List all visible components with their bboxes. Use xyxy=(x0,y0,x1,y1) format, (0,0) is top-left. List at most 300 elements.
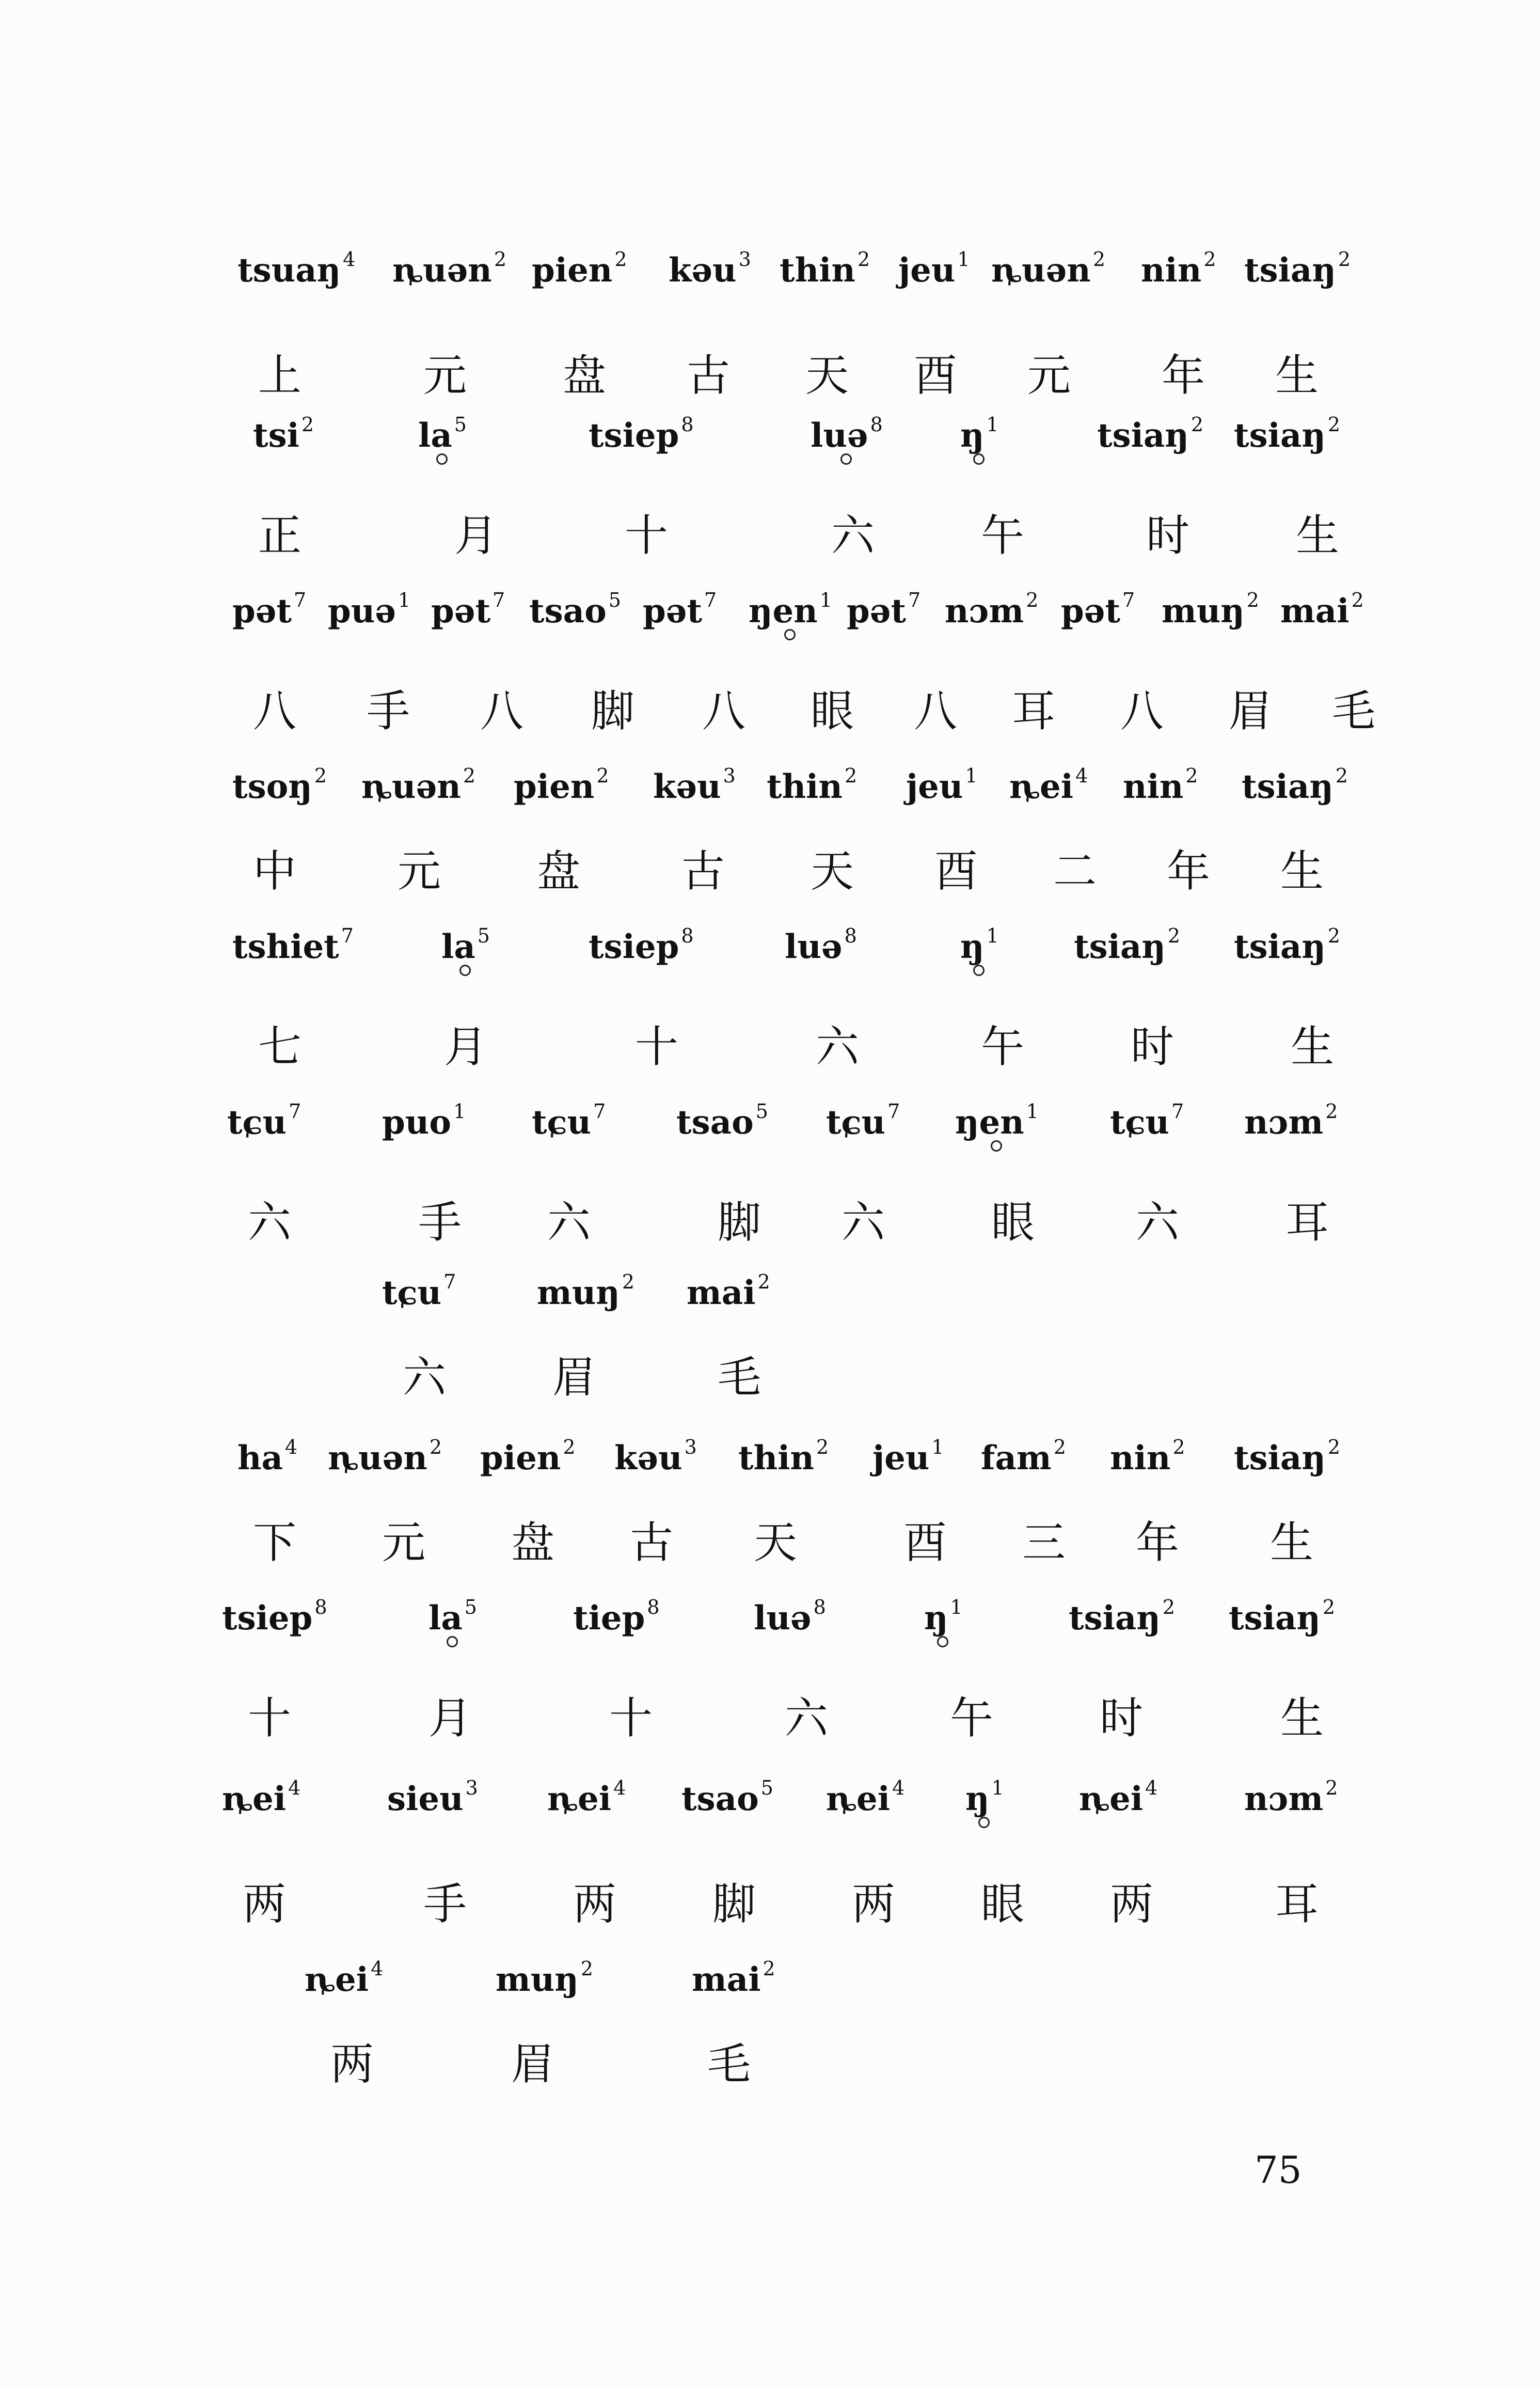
tone-number: 2 xyxy=(1203,248,1216,271)
tone-number: 8 xyxy=(647,1596,660,1618)
hanzi-char: 酉 xyxy=(903,1517,947,1568)
hanzi-char: 下 xyxy=(253,1517,297,1568)
tone-number: 2 xyxy=(1327,1436,1341,1458)
syllable xyxy=(692,1957,775,1999)
hanzi-char: 月 xyxy=(444,1021,488,1072)
tone-number: 2 xyxy=(614,248,627,271)
syllable-text: luə xyxy=(785,927,843,966)
hanzi-char: 两 xyxy=(852,1879,896,1929)
circle-mark-icon xyxy=(973,965,985,976)
syllable xyxy=(872,1436,944,1477)
hanzi-char: 手 xyxy=(423,1879,467,1929)
tone-number: 1 xyxy=(398,589,411,611)
tone-number: 2 xyxy=(1246,589,1259,611)
syllable-text: tsiep xyxy=(222,1599,313,1638)
syllable-text: jeu xyxy=(898,251,956,290)
hanzi-char: 生 xyxy=(1280,1693,1324,1743)
syllable xyxy=(232,589,306,631)
tone-number: 2 xyxy=(1322,1596,1336,1618)
syllable xyxy=(681,1776,773,1818)
hanzi-line xyxy=(0,1343,1540,1446)
hanzi-char: 脚 xyxy=(718,1197,761,1248)
hanzi-line xyxy=(0,2030,1540,2133)
hanzi-char: 午 xyxy=(981,1021,1025,1072)
syllable xyxy=(441,924,490,966)
tone-number: 1 xyxy=(819,589,832,611)
syllable xyxy=(514,764,609,806)
syllable-text: kəu xyxy=(653,767,721,806)
syllable-text: pət xyxy=(1061,592,1121,631)
hanzi-char: 元 xyxy=(1027,350,1071,401)
tone-number: 4 xyxy=(371,1957,384,1980)
hanzi-char: 古 xyxy=(630,1517,674,1568)
tone-number: 5 xyxy=(464,1596,477,1618)
tone-number: 1 xyxy=(453,1100,466,1123)
syllable-text: ȵuən xyxy=(328,1439,427,1477)
tone-number: 4 xyxy=(1145,1776,1158,1799)
hanzi-char: 元 xyxy=(423,350,467,401)
hanzi-char: 盘 xyxy=(537,846,581,897)
hanzi-char: 月 xyxy=(428,1693,472,1743)
tone-number: 2 xyxy=(1026,589,1039,611)
syllable xyxy=(1234,413,1340,455)
tone-number: 2 xyxy=(857,248,870,271)
syllable xyxy=(1110,1100,1184,1142)
syllable xyxy=(1141,248,1216,290)
hanzi-char: 时 xyxy=(1131,1021,1174,1072)
tone-number: 2 xyxy=(580,1957,593,1980)
syllable-text: nɔm xyxy=(945,592,1024,631)
syllable xyxy=(1110,1436,1185,1477)
circle-mark-icon xyxy=(978,1817,990,1828)
syllable-text: ȵei xyxy=(826,1780,891,1818)
syllable-text: la xyxy=(428,1599,463,1638)
syllable xyxy=(1123,764,1198,806)
syllable-text: tsiaŋ xyxy=(1244,251,1336,290)
syllable xyxy=(676,1100,768,1142)
syllable xyxy=(955,1100,1039,1142)
hanzi-char: 年 xyxy=(1162,350,1205,401)
syllable xyxy=(847,589,920,631)
syllable-text: ŋ xyxy=(965,1780,990,1818)
tone-number: 2 xyxy=(1327,413,1341,436)
syllable xyxy=(754,1596,826,1638)
circle-mark-icon xyxy=(840,453,852,465)
syllable xyxy=(1229,1596,1335,1638)
syllable-text: ȵei xyxy=(1009,767,1074,806)
tone-number: 2 xyxy=(1338,248,1351,271)
syllable xyxy=(589,924,694,966)
syllable-text: sieu xyxy=(387,1780,464,1818)
tone-number: 2 xyxy=(596,764,609,787)
syllable-text: tɕu xyxy=(382,1273,442,1312)
tone-number: 2 xyxy=(301,413,314,436)
hanzi-char: 生 xyxy=(1296,510,1340,561)
tone-number: 7 xyxy=(908,589,921,611)
circle-mark-icon xyxy=(937,1636,948,1647)
tone-number: 3 xyxy=(684,1436,697,1458)
hanzi-char: 午 xyxy=(950,1693,994,1743)
hanzi-char: 眉 xyxy=(552,1352,596,1403)
hanzi-char: 两 xyxy=(243,1879,287,1929)
syllable-text: tɕu xyxy=(826,1103,886,1142)
hanzi-char: 时 xyxy=(1100,1693,1144,1743)
tone-number: 2 xyxy=(1325,1776,1338,1799)
tone-number: 2 xyxy=(763,1957,775,1980)
hanzi-char: 生 xyxy=(1280,846,1324,897)
syllable xyxy=(382,1270,456,1312)
tone-number: 4 xyxy=(285,1436,298,1458)
syllable-text: thin xyxy=(738,1439,814,1477)
syllable xyxy=(1069,1596,1175,1638)
hanzi-char: 时 xyxy=(1146,510,1190,561)
hanzi-char: 古 xyxy=(687,350,731,401)
tone-number: 7 xyxy=(289,1100,301,1123)
syllable xyxy=(991,248,1105,290)
syllable-text: ȵuən xyxy=(991,251,1091,290)
hanzi-char: 生 xyxy=(1275,350,1319,401)
syllable-text: la xyxy=(418,416,452,455)
hanzi-char: 生 xyxy=(1270,1517,1314,1568)
syllable-text: mai xyxy=(687,1273,756,1312)
syllable xyxy=(1234,1436,1340,1477)
tone-number: 1 xyxy=(991,1776,1004,1799)
syllable-text: tsiaŋ xyxy=(1234,416,1326,455)
tone-number: 7 xyxy=(443,1270,456,1293)
syllable xyxy=(222,1776,300,1818)
syllable xyxy=(1234,924,1340,966)
syllable xyxy=(547,1776,626,1818)
tone-number: 2 xyxy=(1167,924,1181,947)
tone-number: 5 xyxy=(608,589,621,611)
syllable-text: tsiaŋ xyxy=(1229,1599,1321,1638)
syllable-text: tsiaŋ xyxy=(1069,1599,1161,1638)
tone-number: 3 xyxy=(465,1776,478,1799)
syllable xyxy=(382,1100,466,1142)
syllable xyxy=(253,413,314,455)
syllable-text: tɕu xyxy=(532,1103,592,1142)
syllable-text: thin xyxy=(780,251,855,290)
hanzi-char: 天 xyxy=(754,1517,798,1568)
syllable-text: nin xyxy=(1141,251,1202,290)
syllable-text: la xyxy=(441,927,475,966)
circle-mark-icon xyxy=(973,453,985,465)
hanzi-char: 毛 xyxy=(707,2039,751,2089)
syllable xyxy=(1079,1776,1157,1818)
hanzi-char: 盘 xyxy=(511,1517,555,1568)
tone-number: 5 xyxy=(477,924,490,947)
tone-number: 2 xyxy=(1185,764,1198,787)
syllable-text: kəu xyxy=(614,1439,682,1477)
tone-number: 2 xyxy=(1162,1596,1176,1618)
syllable xyxy=(428,1596,477,1638)
syllable-text: puə xyxy=(328,592,396,631)
hanzi-char: 三 xyxy=(1022,1517,1066,1568)
hanzi-char: 六 xyxy=(842,1197,885,1248)
circle-mark-icon xyxy=(436,453,448,465)
hanzi-char: 八 xyxy=(1120,686,1164,736)
syllable-text: nɔm xyxy=(1244,1780,1324,1818)
tone-number: 7 xyxy=(294,589,307,611)
hanzi-char: 年 xyxy=(1136,1517,1180,1568)
tone-number: 2 xyxy=(1325,1100,1338,1123)
syllable-text: ŋen xyxy=(749,592,818,631)
syllable xyxy=(826,1776,904,1818)
syllable xyxy=(237,1436,297,1477)
syllable-text: kəu xyxy=(669,251,737,290)
hanzi-char: 耳 xyxy=(1012,686,1056,736)
syllable xyxy=(232,924,354,966)
hanzi-char: 六 xyxy=(785,1693,829,1743)
hanzi-char: 两 xyxy=(1110,1879,1154,1929)
page-number: 75 xyxy=(1255,2148,1302,2192)
syllable-text: tsiaŋ xyxy=(1234,1439,1326,1477)
syllable xyxy=(227,1100,301,1142)
syllable-text: tsiep xyxy=(589,416,679,455)
syllable-text: jeu xyxy=(906,767,963,806)
syllable xyxy=(767,764,857,806)
hanzi-char: 耳 xyxy=(1285,1197,1329,1248)
circle-mark-icon xyxy=(991,1140,1002,1152)
syllable xyxy=(529,589,621,631)
syllable-text: pien xyxy=(514,767,595,806)
hanzi-char: 八 xyxy=(914,686,958,736)
hanzi-char: 十 xyxy=(609,1693,653,1743)
hanzi-char: 十 xyxy=(625,510,669,561)
syllable-text: tshiet xyxy=(232,927,339,966)
syllable xyxy=(532,248,627,290)
tone-number: 1 xyxy=(957,248,970,271)
syllable-text: puo xyxy=(382,1103,451,1142)
syllable-text: tiep xyxy=(573,1599,645,1638)
syllable xyxy=(906,764,978,806)
syllable xyxy=(237,248,355,290)
hanzi-char: 中 xyxy=(253,846,297,897)
hanzi-char: 七 xyxy=(258,1021,302,1072)
syllable xyxy=(738,1436,829,1477)
syllable xyxy=(1162,589,1259,631)
hanzi-char: 六 xyxy=(1136,1197,1180,1248)
hanzi-char: 二 xyxy=(1053,846,1097,897)
syllable xyxy=(1009,764,1088,806)
circle-mark-icon xyxy=(784,629,796,640)
tone-number: 8 xyxy=(870,413,883,436)
syllable xyxy=(480,1436,576,1477)
hanzi-char: 六 xyxy=(831,510,875,561)
hanzi-char: 天 xyxy=(805,350,849,401)
syllable xyxy=(960,924,999,966)
syllable-text: mai xyxy=(692,1960,761,1999)
syllable-text: nɔm xyxy=(1244,1103,1324,1142)
hanzi-char: 毛 xyxy=(718,1352,761,1403)
tone-number: 1 xyxy=(1026,1100,1039,1123)
syllable-text: tɕu xyxy=(1110,1103,1170,1142)
hanzi-char: 毛 xyxy=(1332,686,1376,736)
hanzi-char: 脚 xyxy=(712,1879,756,1929)
syllable-text: fam xyxy=(981,1439,1052,1477)
circle-mark-icon xyxy=(447,1636,458,1647)
syllable-text: pien xyxy=(480,1439,561,1477)
hanzi-char: 午 xyxy=(981,510,1025,561)
hanzi-char: 六 xyxy=(403,1352,447,1403)
syllable xyxy=(826,1100,900,1142)
syllable xyxy=(1280,589,1364,631)
tone-number: 8 xyxy=(681,924,694,947)
syllable xyxy=(669,248,751,290)
tone-number: 2 xyxy=(1053,1436,1066,1458)
tone-number: 5 xyxy=(760,1776,773,1799)
tone-number: 1 xyxy=(950,1596,963,1618)
syllable-text: pien xyxy=(532,251,613,290)
syllable-text: tɕu xyxy=(227,1103,287,1142)
syllable-text: tsao xyxy=(681,1780,759,1818)
tone-number: 4 xyxy=(613,1776,626,1799)
syllable-text: ȵei xyxy=(1079,1780,1144,1818)
tone-number: 4 xyxy=(288,1776,301,1799)
tone-number: 7 xyxy=(1122,589,1135,611)
hanzi-char: 年 xyxy=(1167,846,1211,897)
hanzi-char: 古 xyxy=(681,846,725,897)
syllable xyxy=(1242,764,1348,806)
hanzi-char: 六 xyxy=(547,1197,591,1248)
syllable-text: pət xyxy=(847,592,907,631)
syllable xyxy=(811,413,883,455)
hanzi-char: 上 xyxy=(258,350,302,401)
tone-number: 4 xyxy=(343,248,356,271)
syllable-text: ŋ xyxy=(924,1599,948,1638)
syllable xyxy=(898,248,970,290)
syllable-text: ha xyxy=(237,1439,283,1477)
syllable xyxy=(749,589,832,631)
syllable xyxy=(1097,413,1203,455)
hanzi-char: 酉 xyxy=(934,846,978,897)
tone-number: 5 xyxy=(454,413,467,436)
syllable xyxy=(1074,924,1180,966)
hanzi-char: 手 xyxy=(367,686,410,736)
syllable-text: luə xyxy=(754,1599,812,1638)
tone-number: 1 xyxy=(965,764,978,787)
syllable xyxy=(418,413,467,455)
syllable xyxy=(981,1436,1066,1477)
syllable-text: ȵuən xyxy=(361,767,461,806)
tone-number: 7 xyxy=(341,924,354,947)
hanzi-char: 生 xyxy=(1291,1021,1335,1072)
syllable-text: ȵei xyxy=(305,1960,369,1999)
syllable-text: tsi xyxy=(253,416,299,455)
syllable-text: jeu xyxy=(872,1439,930,1477)
syllable-text: ŋen xyxy=(955,1103,1024,1142)
hanzi-char: 六 xyxy=(248,1197,292,1248)
tone-number: 1 xyxy=(986,924,999,947)
hanzi-char: 十 xyxy=(248,1693,292,1743)
tone-number: 5 xyxy=(755,1100,768,1123)
syllable-text: ȵei xyxy=(547,1780,612,1818)
syllable-text: tsao xyxy=(676,1103,754,1142)
syllable xyxy=(305,1957,383,1999)
tone-number: 2 xyxy=(1335,764,1348,787)
tone-number: 4 xyxy=(892,1776,905,1799)
hanzi-char: 六 xyxy=(816,1021,860,1072)
syllable-text: tsoŋ xyxy=(232,767,312,806)
hanzi-line xyxy=(0,1684,1540,1787)
syllable xyxy=(328,1436,442,1477)
tone-number: 8 xyxy=(314,1596,327,1618)
syllable xyxy=(780,248,870,290)
hanzi-char: 八 xyxy=(480,686,524,736)
syllable-text: tsiep xyxy=(589,927,679,966)
hanzi-char: 眉 xyxy=(1229,686,1273,736)
syllable-text: ŋ xyxy=(960,416,985,455)
hanzi-char: 天 xyxy=(811,846,854,897)
syllable xyxy=(222,1596,327,1638)
hanzi-char: 手 xyxy=(418,1197,462,1248)
syllable xyxy=(232,764,327,806)
tone-number: 2 xyxy=(314,764,327,787)
tone-number: 2 xyxy=(1092,248,1105,271)
tone-number: 2 xyxy=(757,1270,770,1293)
tone-number: 1 xyxy=(931,1436,944,1458)
syllable-text: ȵei xyxy=(222,1780,287,1818)
tone-number: 8 xyxy=(813,1596,826,1618)
circle-mark-icon xyxy=(459,965,471,976)
hanzi-char: 正 xyxy=(258,510,302,561)
syllable xyxy=(643,589,717,631)
syllable-text: luə xyxy=(811,416,868,455)
tone-number: 7 xyxy=(1171,1100,1184,1123)
hanzi-char: 两 xyxy=(330,2039,374,2089)
hanzi-char: 脚 xyxy=(591,686,635,736)
tone-number: 2 xyxy=(563,1436,576,1458)
syllable-text: tsiaŋ xyxy=(1074,927,1166,966)
syllable xyxy=(785,924,857,966)
syllable-text: tsiaŋ xyxy=(1242,767,1333,806)
syllable xyxy=(431,589,505,631)
syllable xyxy=(687,1270,770,1312)
syllable xyxy=(945,589,1038,631)
tone-number: 2 xyxy=(1190,413,1204,436)
tone-number: 2 xyxy=(494,248,506,271)
syllable xyxy=(653,764,736,806)
syllable xyxy=(589,413,694,455)
tone-number: 7 xyxy=(493,589,505,611)
syllable xyxy=(1244,1100,1338,1142)
syllable xyxy=(1244,248,1351,290)
romanization-line xyxy=(0,1776,1540,1880)
hanzi-char: 盘 xyxy=(563,350,607,401)
syllable xyxy=(532,1100,606,1142)
syllable xyxy=(328,589,410,631)
tone-number: 2 xyxy=(844,764,858,787)
tone-number: 2 xyxy=(816,1436,829,1458)
hanzi-char: 耳 xyxy=(1275,1879,1319,1929)
tone-number: 2 xyxy=(1351,589,1364,611)
syllable xyxy=(361,764,475,806)
syllable-text: tsao xyxy=(529,592,607,631)
syllable-text: nin xyxy=(1123,767,1184,806)
hanzi-char: 眼 xyxy=(811,686,854,736)
tone-number: 3 xyxy=(723,764,736,787)
hanzi-char: 元 xyxy=(398,846,441,897)
hanzi-char: 眼 xyxy=(981,1879,1025,1929)
syllable-text: tsiaŋ xyxy=(1234,927,1326,966)
syllable-text: ȵuən xyxy=(392,251,492,290)
tone-number: 7 xyxy=(593,1100,606,1123)
syllable-text: pət xyxy=(643,592,703,631)
syllable xyxy=(573,1596,660,1638)
syllable-text: muŋ xyxy=(537,1273,620,1312)
syllable-text: muŋ xyxy=(496,1960,579,1999)
hanzi-char: 月 xyxy=(454,510,498,561)
